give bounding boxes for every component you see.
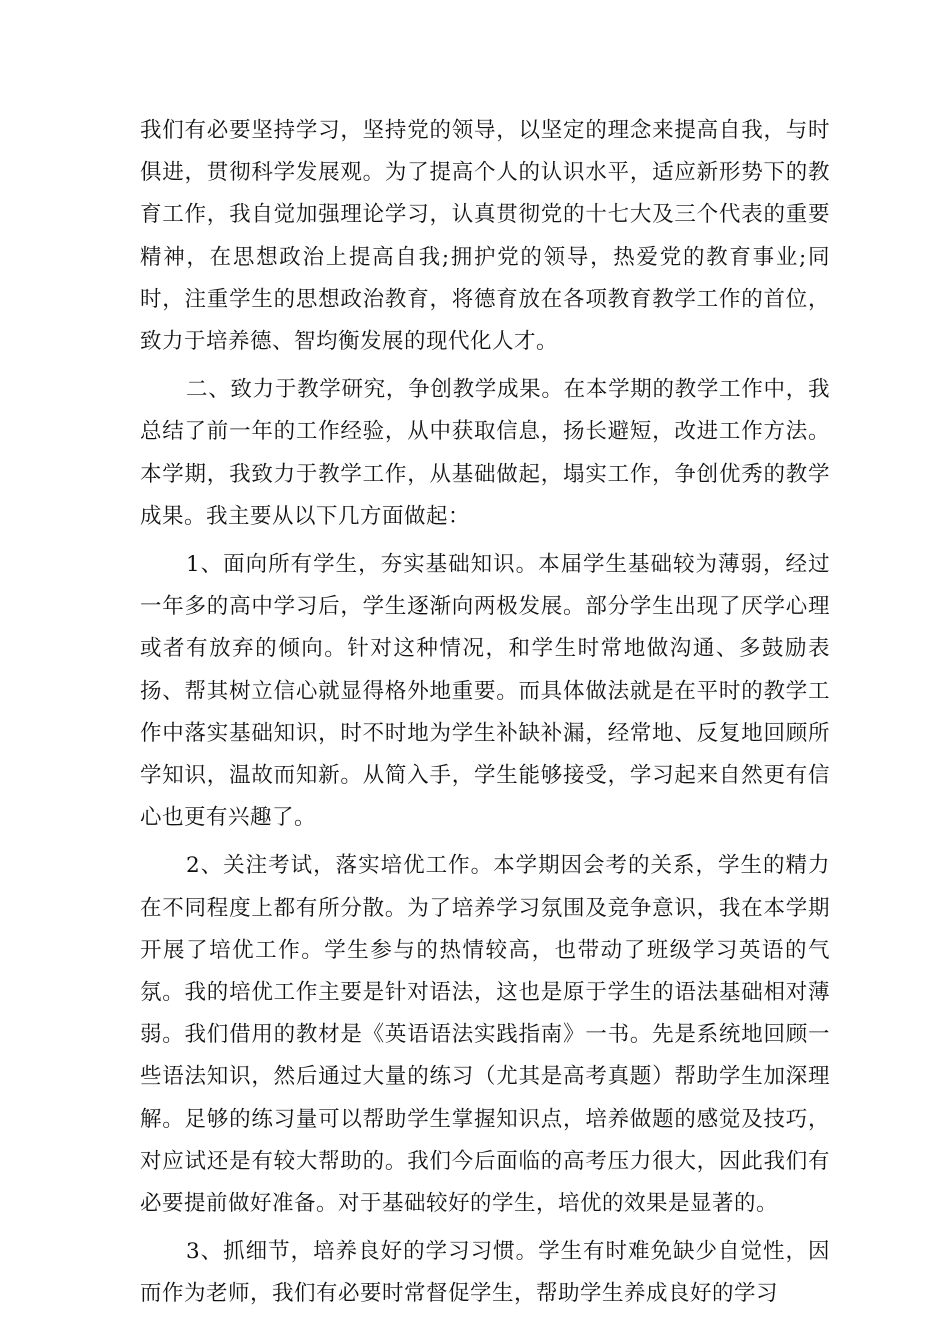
paragraph-3: 1、面向所有学生，夯实基础知识。本届学生基础较为薄弱，经过一年多的高中学习后，学生逐渐向两极发展。部分学生出现了厌学心理或者有放弃的倾向。针对这种情况，和学生时常地做沟通、多鼓励表扬、帮其树立信心就显得格外地重要。而具体做法就是在平时的教学工作中落实基础知识，时不时地为学生补缺补漏，经常地、反复地回顾所学知识，温故而知新。从简入手，学生能够接受，学习起来自然更有信心也更有兴趣了。 [140,552,830,831]
document-body [140,110,830,1322]
paragraph-1: 我们有必要坚持学习，坚持党的领导，以坚定的理念来提高自我，与时俱进，贯彻科学发展观。为了提高个人的认识水平，适应新形势下的教育工作，我自觉加强理论学习，认真贯彻党的十七大及三个代表的重要精神，在思想政治上提高自我;拥护党的领导，热爱党的教育事业;同时，注重学生的思想政治教育，将德育放在各项教育教学工作的首位，致力于培养德、智均衡发展的现代化人才。 [140,118,830,355]
paragraph-5: 3、抓细节，培养良好的学习习惯。学生有时难免缺少自觉性，因而作为老师，我们有必要时常督促学生，帮助学生养成良好的学习 [140,1239,830,1307]
paragraph-4: 2、关注考试，落实培优工作。本学期因会考的关系，学生的精力在不同程度上都有所分散。为了培养学习氛围及竞争意识，我在本学期开展了培优工作。学生参与的热情较高，也带动了班级学习英语的气氛。我的培优工作主要是针对语法，这也是原于学生的语法基础相对薄弱。我们借用的教材是《英语语法实践指南》一书。先是系统地回顾一些语法知识，然后通过大量的练习（尤其是高考真题）帮助学生加深理解。足够的练习量可以帮助学生掌握知识点，培养做题的感觉及技巧，对应试还是有较大帮助的。我们今后面临的高考压力很大，因此我们有必要提前做好准备。对于基础较好的学生，培优的效果是显著的。 [140,853,830,1217]
paragraph-2: 二、致力于教学研究，争创教学成果。在本学期的教学工作中，我总结了前一年的工作经验，从中获取信息，扬长避短，改进工作方法。本学期，我致力于教学工作，从基础做起，塌实工作，争创优秀的教学成果。我主要从以下几方面做起： [140,377,830,529]
